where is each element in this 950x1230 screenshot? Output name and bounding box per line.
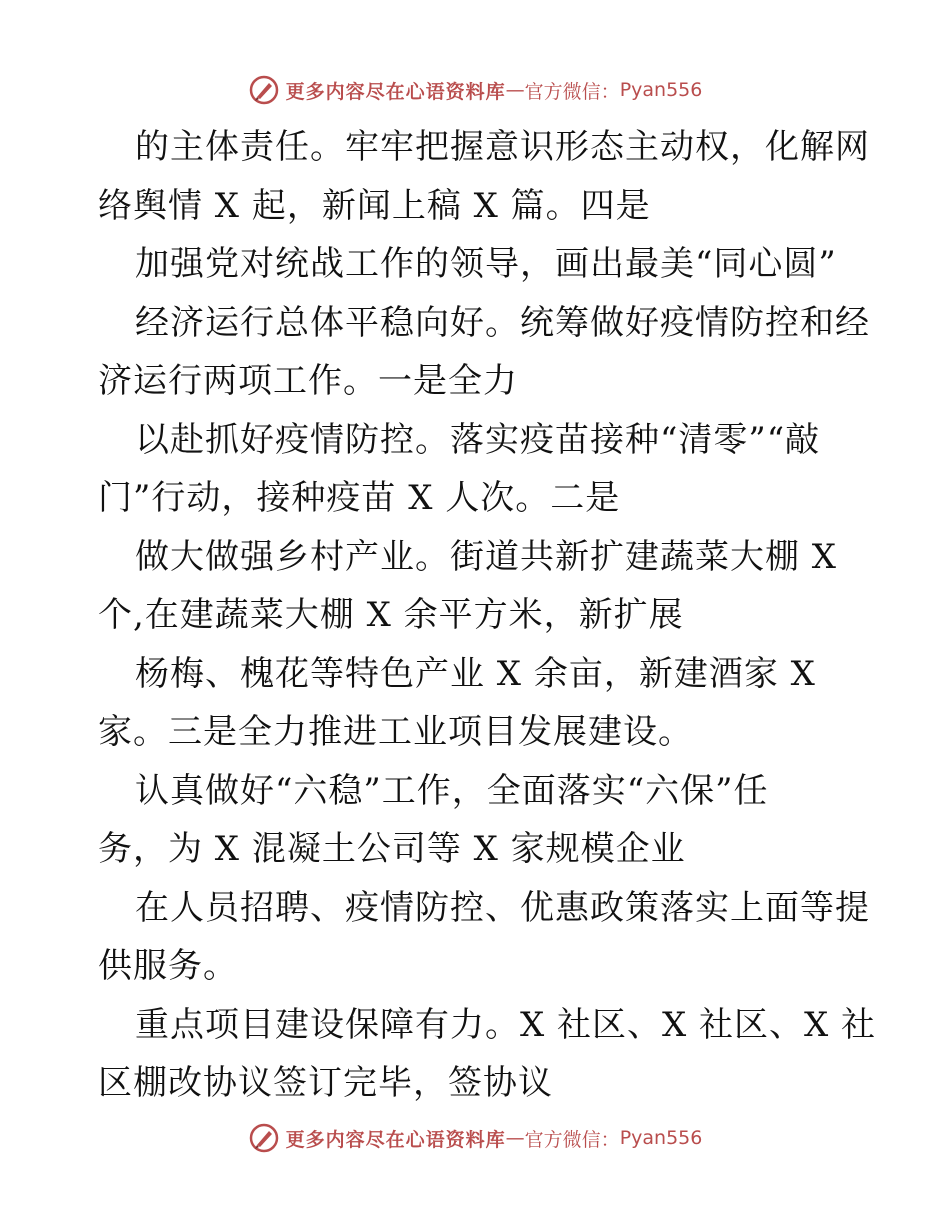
text-line: 络舆情 X 起，新闻上稿 X 篇。四是 xyxy=(98,185,651,226)
watermark-site-text: 更多内容尽在心语资料库 xyxy=(285,80,506,103)
text-line: 务，为 X 混凝土公司等 X 家规模企业 xyxy=(98,829,686,869)
text-line: 供服务。 xyxy=(98,946,238,986)
text-line: 做大做强乡村产业。街道共新扩建蔬菜大棚 X xyxy=(135,536,838,577)
document-body xyxy=(98,118,877,1113)
watermark-site-text: 更多内容尽在心语资料库 xyxy=(285,1128,506,1151)
text-line: 重点项目建设保障有力。X 社区、X 社区、X 社 xyxy=(135,1004,877,1045)
text-line: 认真做好“六稳”工作，全面落实“六保”任 xyxy=(135,770,769,811)
text-line: 个,在建蔬菜大棚 X 余平方米，新扩展 xyxy=(98,595,684,635)
text-line: 以赴抓好疫情防控。落实疫苗接种“清零”“敲 xyxy=(135,419,821,460)
text-line: 区棚改协议签订完毕，签协议 xyxy=(98,1063,553,1103)
watermark-dash: — xyxy=(505,79,525,101)
text-line: 门”行动，接种疫苗 X 人次。二是 xyxy=(98,478,621,518)
text-line: 杨梅、槐花等特色产业 X 余亩，新建酒家 X xyxy=(135,653,816,694)
text-line: 的主体责任。牢牢把握意识形态主动权，化解网 xyxy=(135,127,870,167)
text-line: 家。三是全力推进工业项目发展建设。 xyxy=(98,712,693,752)
text-line: 济运行两项工作。一是全力 xyxy=(98,361,518,401)
watermark-wechat-label: 官方微信： xyxy=(524,1128,620,1151)
text-line: 经济运行总体平稳向好。统筹做好疫情防控和经 xyxy=(135,302,870,343)
header-watermark xyxy=(0,74,950,106)
footer-watermark xyxy=(0,1122,950,1154)
pen-logo-icon xyxy=(248,1122,280,1154)
text-line: 加强党对统战工作的领导，画出最美“同心圆” xyxy=(135,244,837,284)
watermark-wechat-id: Pyan556 xyxy=(619,79,703,101)
watermark-wechat-id: Pyan556 xyxy=(619,1127,703,1149)
pen-logo-icon xyxy=(248,74,280,106)
watermark-wechat-label: 官方微信： xyxy=(524,80,620,103)
text-line: 在人员招聘、疫情防控、优惠政策落实上面等提 xyxy=(135,887,870,928)
watermark-dash: — xyxy=(505,1127,525,1149)
